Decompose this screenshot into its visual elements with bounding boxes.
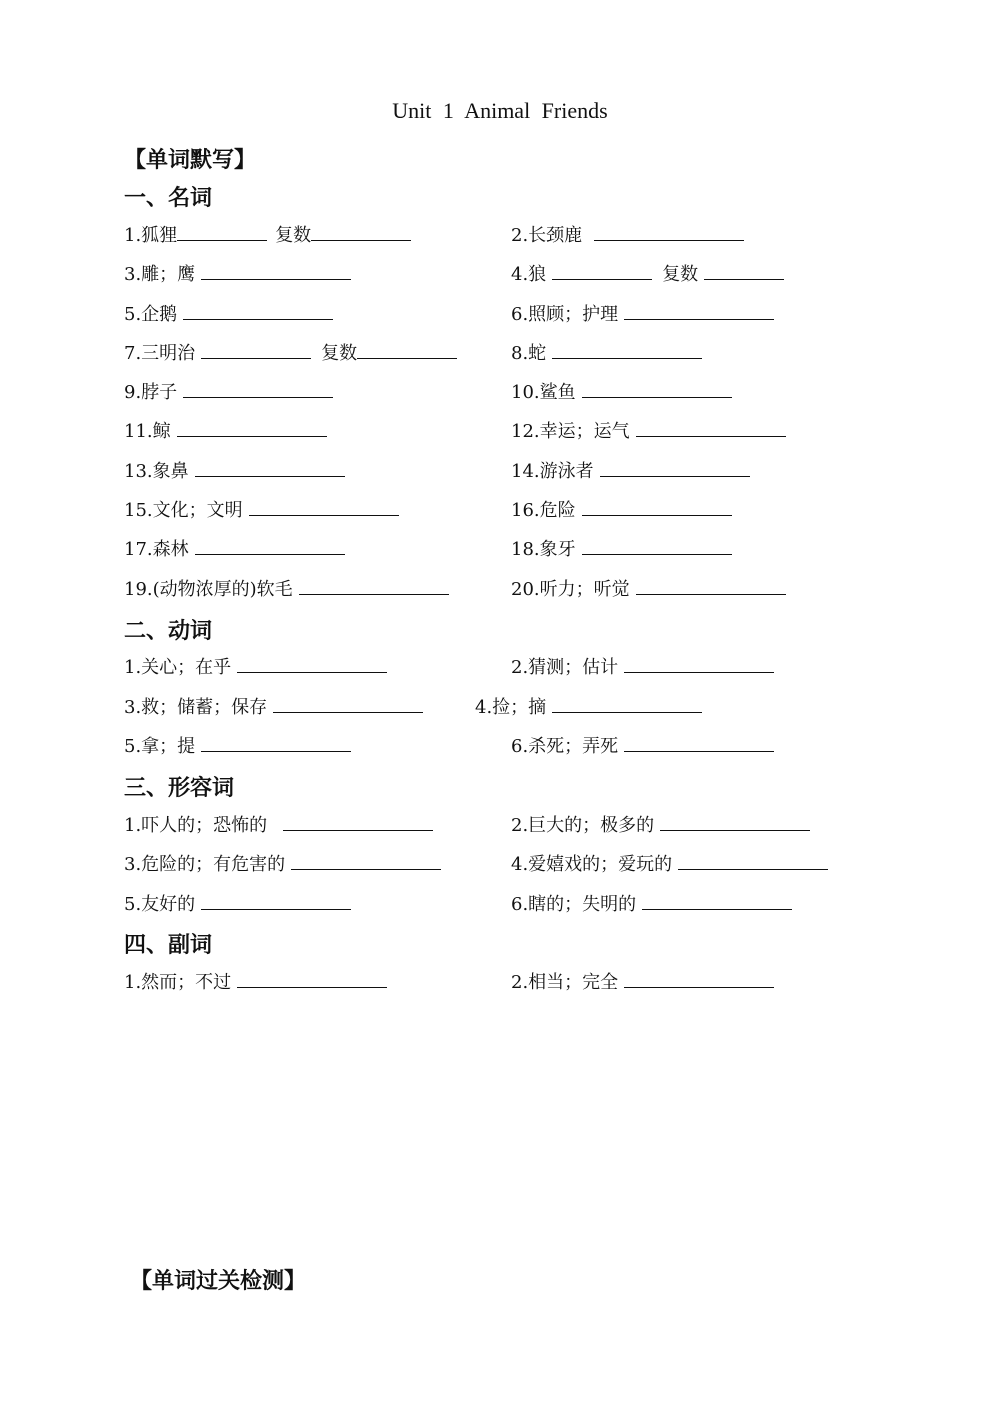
answer-blank[interactable] bbox=[201, 340, 311, 359]
noun-item-15 bbox=[124, 496, 399, 522]
answer-blank[interactable] bbox=[642, 891, 792, 910]
adv-label-quite: 2.相当；完全 bbox=[511, 972, 619, 993]
noun-item-5 bbox=[124, 300, 333, 326]
noun-label-giraffe: 2.长颈鹿 bbox=[511, 225, 583, 246]
answer-blank[interactable] bbox=[201, 733, 351, 752]
page-title: Unit 1 Animal Friends bbox=[392, 98, 608, 123]
noun-item-11 bbox=[124, 417, 327, 443]
nouns-heading: 一、名词 bbox=[124, 186, 213, 211]
noun-label-culture: 15.文化；文明 bbox=[124, 500, 243, 521]
noun-row-1 bbox=[0, 221, 1000, 251]
noun-label-luck: 12.幸运；运气 bbox=[511, 421, 630, 442]
adj-item-1 bbox=[124, 811, 433, 837]
adj-label-huge: 2.巨大的；极多的 bbox=[511, 815, 655, 836]
noun-item-20 bbox=[511, 575, 786, 601]
adv-item-2 bbox=[511, 968, 774, 994]
noun-label-penguin: 5.企鹅 bbox=[124, 304, 178, 325]
noun-label-fox: 1.狐狸 bbox=[124, 225, 178, 246]
adj-label-playful: 4.爱嬉戏的；爱玩的 bbox=[511, 854, 673, 875]
noun-label-whale: 11.鲸 bbox=[124, 421, 171, 442]
answer-blank[interactable] bbox=[237, 654, 387, 673]
answer-blank[interactable] bbox=[195, 458, 345, 477]
verb-row-2 bbox=[0, 693, 1000, 723]
answer-blank[interactable] bbox=[704, 261, 784, 280]
noun-item-19 bbox=[124, 575, 449, 601]
answer-blank[interactable] bbox=[624, 969, 774, 988]
answer-blank[interactable] bbox=[636, 576, 786, 595]
verb-item-4 bbox=[475, 693, 702, 719]
answer-blank[interactable] bbox=[600, 458, 750, 477]
noun-row-6 bbox=[0, 417, 1000, 447]
answer-blank[interactable] bbox=[177, 222, 267, 241]
verb-item-2 bbox=[511, 653, 774, 679]
noun-row-10 bbox=[0, 575, 1000, 605]
noun-label-neck: 9.脖子 bbox=[124, 382, 178, 403]
plural-label: 复数 bbox=[275, 225, 312, 246]
adv-row-1 bbox=[0, 968, 1000, 998]
noun-label-danger: 16.危险 bbox=[511, 500, 576, 521]
answer-blank[interactable] bbox=[582, 536, 732, 555]
noun-item-6 bbox=[511, 300, 774, 326]
answer-blank[interactable] bbox=[582, 379, 732, 398]
answer-blank[interactable] bbox=[195, 536, 345, 555]
noun-item-1 bbox=[124, 221, 411, 247]
noun-item-13 bbox=[124, 457, 345, 483]
adj-item-5 bbox=[124, 890, 351, 916]
plural-label: 复数 bbox=[662, 264, 699, 285]
verb-label-carry: 5.拿；提 bbox=[124, 736, 196, 757]
adj-label-blind: 6.瞎的；失明的 bbox=[511, 894, 637, 915]
noun-label-trunk: 13.象鼻 bbox=[124, 461, 189, 482]
verb-row-1 bbox=[0, 653, 1000, 683]
noun-label-forest: 17.森林 bbox=[124, 539, 189, 560]
answer-blank[interactable] bbox=[678, 851, 828, 870]
adjectives-heading: 三、形容词 bbox=[124, 776, 235, 801]
section-check-heading: 【单词过关检测】 bbox=[130, 1269, 307, 1294]
adv-item-1 bbox=[124, 968, 387, 994]
verb-label-care: 1.关心；在乎 bbox=[124, 657, 232, 678]
noun-item-2 bbox=[511, 221, 744, 247]
adj-label-dangerous: 3.危险的；有危害的 bbox=[124, 854, 286, 875]
answer-blank[interactable] bbox=[636, 418, 786, 437]
adj-row-1 bbox=[0, 811, 1000, 841]
answer-blank[interactable] bbox=[291, 851, 441, 870]
noun-row-3 bbox=[0, 300, 1000, 330]
answer-blank[interactable] bbox=[183, 301, 333, 320]
verb-item-3 bbox=[124, 693, 423, 719]
noun-label-fur: 19.(动物浓厚的)软毛 bbox=[124, 579, 293, 600]
verb-item-5 bbox=[124, 732, 351, 758]
answer-blank[interactable] bbox=[237, 969, 387, 988]
verb-row-3 bbox=[0, 732, 1000, 762]
answer-blank[interactable] bbox=[552, 340, 702, 359]
answer-blank[interactable] bbox=[582, 497, 732, 516]
noun-item-3 bbox=[124, 260, 351, 286]
noun-label-care: 6.照顾；护理 bbox=[511, 304, 619, 325]
verb-item-6 bbox=[511, 732, 774, 758]
answer-blank[interactable] bbox=[201, 261, 351, 280]
noun-item-17 bbox=[124, 535, 345, 561]
adv-label-however: 1.然而；不过 bbox=[124, 972, 232, 993]
noun-item-8 bbox=[511, 339, 702, 365]
answer-blank[interactable] bbox=[201, 891, 351, 910]
noun-item-12 bbox=[511, 417, 786, 443]
answer-blank[interactable] bbox=[594, 222, 744, 241]
adj-item-4 bbox=[511, 850, 828, 876]
noun-item-10 bbox=[511, 378, 732, 404]
answer-blank[interactable] bbox=[624, 654, 774, 673]
adj-item-6 bbox=[511, 890, 792, 916]
adj-label-scary: 1.吓人的；恐怖的 bbox=[124, 815, 268, 836]
answer-blank[interactable] bbox=[357, 340, 457, 359]
noun-row-4 bbox=[0, 339, 1000, 369]
noun-row-5 bbox=[0, 378, 1000, 408]
answer-blank[interactable] bbox=[552, 261, 652, 280]
noun-item-14 bbox=[511, 457, 750, 483]
answer-blank[interactable] bbox=[624, 301, 774, 320]
answer-blank[interactable] bbox=[299, 576, 449, 595]
section-dictation-heading: 【单词默写】 bbox=[124, 148, 257, 173]
answer-blank[interactable] bbox=[660, 812, 810, 831]
adverbs-heading: 四、副词 bbox=[124, 933, 213, 958]
adj-row-3 bbox=[0, 890, 1000, 920]
answer-blank[interactable] bbox=[249, 497, 399, 516]
plural-label: 复数 bbox=[321, 343, 358, 364]
noun-row-2 bbox=[0, 260, 1000, 290]
noun-item-18 bbox=[511, 535, 732, 561]
noun-label-snake: 8.蛇 bbox=[511, 343, 547, 364]
noun-label-swimmer: 14.游泳者 bbox=[511, 461, 594, 482]
verb-label-save: 3.救；储蓄；保存 bbox=[124, 697, 268, 718]
verb-label-guess: 2.猜测；估计 bbox=[511, 657, 619, 678]
noun-label-eagle: 3.雕；鹰 bbox=[124, 264, 196, 285]
answer-blank[interactable] bbox=[177, 418, 327, 437]
answer-blank[interactable] bbox=[624, 733, 774, 752]
verb-item-1 bbox=[124, 653, 387, 679]
answer-blank[interactable] bbox=[311, 222, 411, 241]
noun-row-8 bbox=[0, 496, 1000, 526]
answer-blank[interactable] bbox=[283, 812, 433, 831]
noun-item-16 bbox=[511, 496, 732, 522]
verb-label-pick: 4.捡；摘 bbox=[475, 697, 547, 718]
adj-item-2 bbox=[511, 811, 810, 837]
answer-blank[interactable] bbox=[273, 694, 423, 713]
noun-label-sandwich: 7.三明治 bbox=[124, 343, 196, 364]
verb-label-kill: 6.杀死；弄死 bbox=[511, 736, 619, 757]
answer-blank[interactable] bbox=[552, 694, 702, 713]
adj-label-friendly: 5.友好的 bbox=[124, 894, 196, 915]
noun-label-wolf: 4.狼 bbox=[511, 264, 547, 285]
adj-item-3 bbox=[124, 850, 441, 876]
noun-item-7 bbox=[124, 339, 457, 365]
noun-row-7 bbox=[0, 457, 1000, 487]
answer-blank[interactable] bbox=[183, 379, 333, 398]
adj-row-2 bbox=[0, 850, 1000, 880]
noun-item-4 bbox=[511, 260, 784, 286]
noun-label-ivory: 18.象牙 bbox=[511, 539, 576, 560]
noun-label-shark: 10.鲨鱼 bbox=[511, 382, 576, 403]
noun-item-9 bbox=[124, 378, 333, 404]
noun-row-9 bbox=[0, 535, 1000, 565]
verbs-heading: 二、动词 bbox=[124, 619, 213, 644]
noun-label-hearing: 20.听力；听觉 bbox=[511, 579, 630, 600]
